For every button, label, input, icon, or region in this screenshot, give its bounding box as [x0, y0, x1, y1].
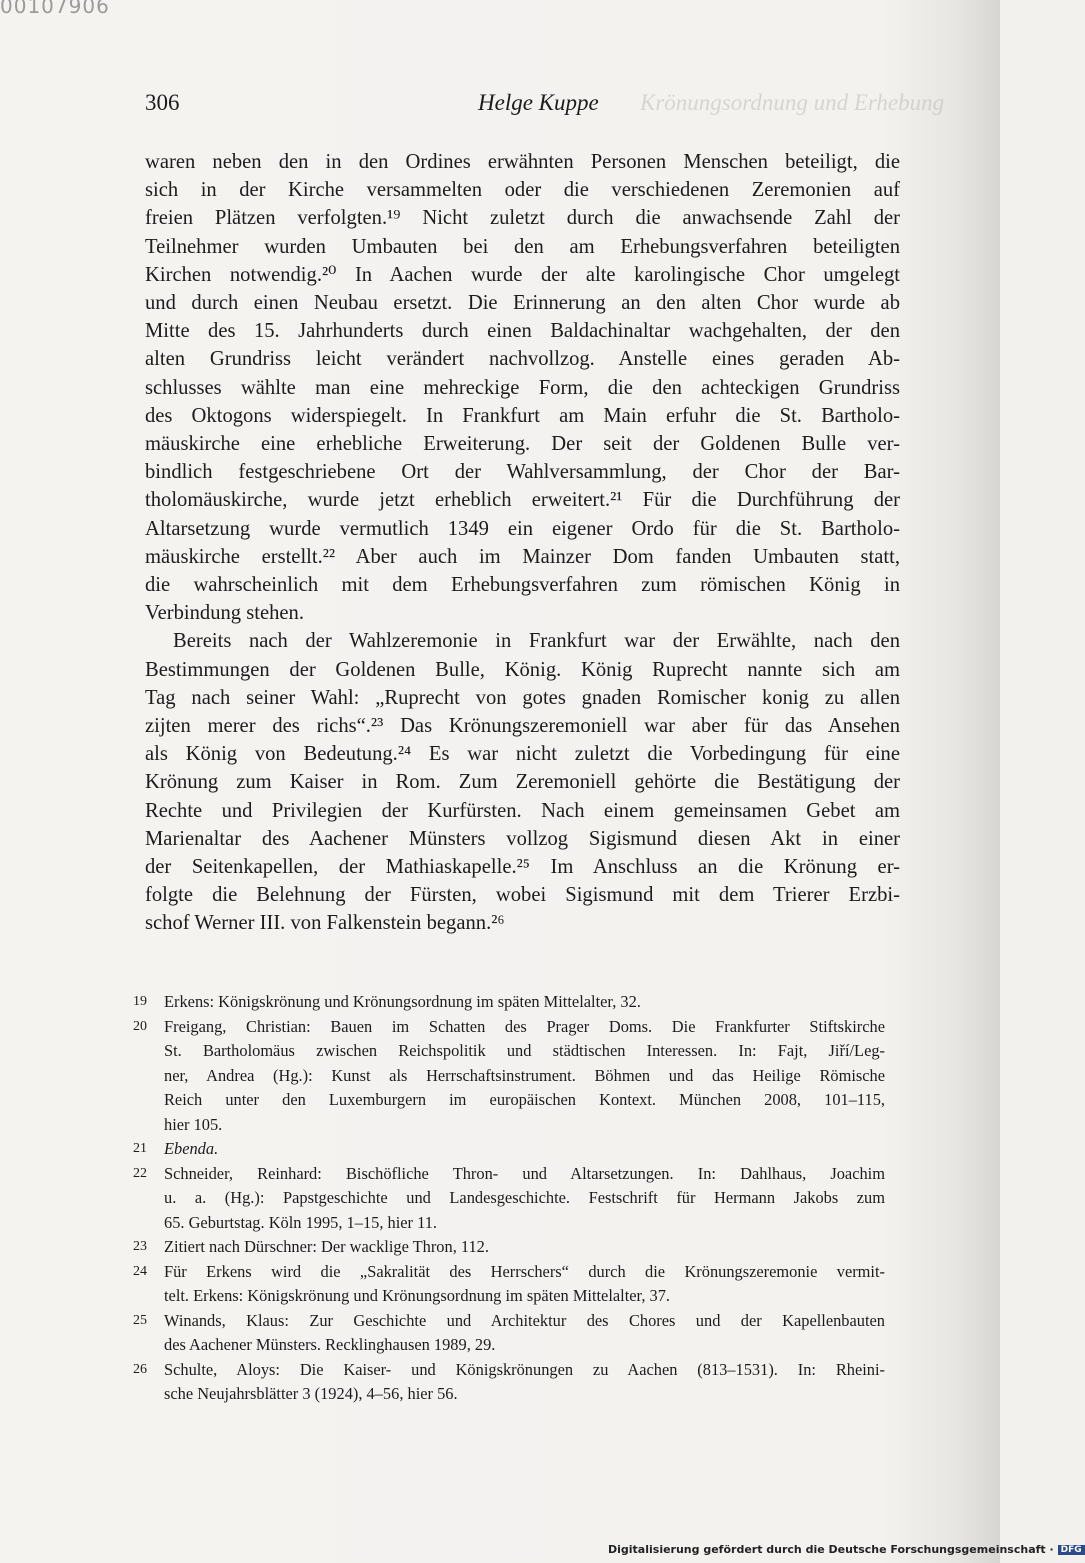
- footnote-number: 19: [133, 994, 147, 1009]
- body-line: freien Plätzen verfolgten.¹⁹ Nicht zuletzt durch die anwachsende Zahl der: [145, 207, 900, 230]
- body-line: Verbindung stehen.: [145, 602, 304, 625]
- dfg-logo: DFG: [1058, 1545, 1085, 1555]
- footnote-line: Schulte, Aloys: Die Kaiser- und Königskrönungen zu Aachen (813–1531). In: Rheini-: [164, 1359, 885, 1379]
- body-line: tholomäuskirche, wurde jetzt erheblich erweitert.²¹ Für die Durchführung der: [145, 489, 900, 512]
- footnote-21: [133, 1137, 885, 1162]
- footnotes: [133, 990, 885, 1407]
- body-line: Teilnehmer wurden Umbauten bei den am Erhebungsverfahren beteiligten: [145, 235, 900, 258]
- scan-id: 00107906: [0, 0, 110, 18]
- body-line: Tag nach seiner Wahl: „Ruprecht von gotes gnaden Romischer konig zu allen: [145, 686, 900, 709]
- body-line: Marienaltar des Aachener Münsters vollzog Sigismund diesen Akt in einer: [145, 827, 900, 850]
- footnote-line: Freigang, Christian: Bauen im Schatten des Prager Doms. Die Frankfurter Stiftskirche: [164, 1016, 885, 1036]
- body-line: des Oktogons widerspiegelt. In Frankfurt am Main erfuhr die St. Bartholo-: [145, 404, 900, 427]
- body-line: Krönung zum Kaiser in Rom. Zum Zeremoniell gehörte die Bestätigung der: [145, 771, 900, 794]
- footnote-23: [133, 1235, 885, 1260]
- bleed-through-title: Krönungsordnung und Erhebung: [640, 90, 945, 115]
- footnote-line: St. Bartholomäus zwischen Reichspolitik und städtischen Interessen. In: Fajt, Jiří/Leg-: [164, 1041, 885, 1060]
- body-line: alten Grundriss leicht verändert nachvollzog. Anstelle eines geraden Ab-: [145, 348, 900, 371]
- body-line: sich in der Kirche versammelten oder die verschiedenen Zeremonien auf: [145, 179, 900, 202]
- footnote-line: Schneider, Reinhard: Bischöfliche Thron- und Altarsetzungen. In: Dahlhaus, Joachim: [164, 1163, 885, 1183]
- footnote-line: Reich unter den Luxemburgern im europäischen Kontext. München 2008, 101–115,: [164, 1090, 885, 1109]
- body-line: mäuskirche erstellt.²² Aber auch im Mainzer Dom fanden Umbauten statt,: [145, 545, 900, 568]
- body-line: und durch einen Neubau ersetzt. Die Erinnerung an den alten Chor wurde ab: [145, 292, 900, 315]
- page-number: 306: [145, 90, 180, 115]
- footnote-number: 20: [133, 1018, 147, 1034]
- body-line: schlusses wählte man eine mehreckige Form, die den achteckigen Grundriss: [145, 376, 900, 399]
- footnote-line: Für Erkens wird die „Sakralität des Herrschers“ durch die Krönungszeremonie vermit-: [164, 1261, 885, 1281]
- body-text: [145, 148, 900, 938]
- footnote-19: [133, 990, 885, 1015]
- body-line: Bereits nach der Wahlzeremonie in Frankfurt war der Erwählte, nach den: [173, 630, 900, 653]
- footnote-line: Winands, Klaus: Zur Geschichte und Architektur des Chores und der Kapellenbauten: [164, 1310, 885, 1330]
- body-line: bindlich festgeschriebene Ort der Wahlversammlung, der Chor der Bar-: [145, 461, 900, 484]
- footnote-line: Ebenda.: [164, 1139, 219, 1158]
- footnote-line: ner, Andrea (Hg.): Kunst als Herrschaftsinstrument. Böhmen und das Heilige Römische: [164, 1065, 885, 1085]
- footnote-number: 22: [133, 1165, 147, 1181]
- body-line: waren neben den in den Ordines erwähnten Personen Menschen beteiligt, die: [145, 151, 900, 173]
- footnote-25: [133, 1309, 885, 1358]
- digitization-footer: [608, 1543, 1085, 1556]
- running-head: [145, 90, 945, 124]
- footnote-24: [133, 1260, 885, 1309]
- footnote-number: 24: [133, 1263, 147, 1279]
- body-line: Mitte des 15. Jahrhunderts durch einen Baldachinaltar wachgehalten, der den: [145, 320, 900, 343]
- body-line: folgte die Belehnung der Fürsten, wobei Sigismund mit dem Trierer Erzbi-: [145, 884, 900, 907]
- body-line: als König von Bedeutung.²⁴ Es war nicht zuletzt die Vorbedingung für eine: [145, 743, 900, 766]
- footnote-line: u. a. (Hg.): Papstgeschichte und Landesgeschichte. Festschrift für Hermann Jakobs zum: [164, 1188, 885, 1207]
- footnote-number: 23: [133, 1239, 147, 1254]
- body-line: mäuskirche eine erhebliche Erweiterung. Der seit der Goldenen Bulle ver-: [145, 433, 900, 456]
- footnote-number: 26: [133, 1361, 147, 1377]
- body-line: Rechte und Privilegien der Kurfürsten. Nach einem gemeinsamen Gebet am: [145, 799, 900, 822]
- body-line: Bestimmungen der Goldenen Bulle, König. König Ruprecht nannte sich am: [145, 658, 900, 681]
- footnote-line: 65. Geburtstag. Köln 1995, 1–15, hier 11.: [164, 1212, 437, 1232]
- running-head-author: Helge Kuppe: [478, 90, 599, 115]
- footnote-20: [133, 1015, 885, 1138]
- footnote-line: sche Neujahrsblätter 3 (1924), 4–56, hier 56.: [164, 1384, 458, 1403]
- footnote-line: Zitiert nach Dürschner: Der wacklige Thron, 112.: [164, 1237, 489, 1256]
- footnote-number: 25: [133, 1312, 147, 1328]
- footnote-line: Erkens: Königskrönung und Krönungsordnung im späten Mittelalter, 32.: [164, 992, 641, 1011]
- footnote-line: hier 105.: [164, 1114, 223, 1134]
- footnote-line: telt. Erkens: Königskrönung und Krönungsordnung im späten Mittelalter, 37.: [164, 1286, 671, 1305]
- footnote-22: [133, 1162, 885, 1236]
- body-line: Kirchen notwendig.²⁰ In Aachen wurde der alte karolingische Chor umgelegt: [145, 263, 900, 286]
- body-line: die wahrscheinlich mit dem Erhebungsverfahren zum römischen König in: [145, 574, 900, 597]
- body-line: zijten merer des richs“.²³ Das Krönungszeremoniell war aber für das Ansehen: [145, 715, 900, 738]
- footnote-number: 21: [133, 1141, 147, 1156]
- footer-text: Digitalisierung gefördert durch die Deutsche Forschungsgemeinschaft ·: [608, 1543, 1054, 1556]
- body-line: der Seitenkapellen, der Mathiaskapelle.²⁵ Im Anschluss an die Krönung er-: [145, 856, 900, 879]
- body-line: schof Werner III. von Falkenstein begann.²⁶: [145, 912, 505, 935]
- footnote-line: des Aachener Münsters. Recklinghausen 1989, 29.: [164, 1335, 496, 1354]
- footnote-26: [133, 1358, 885, 1407]
- body-line: Altarsetzung wurde vermutlich 1349 ein eigener Ordo für die St. Bartholo-: [145, 517, 900, 540]
